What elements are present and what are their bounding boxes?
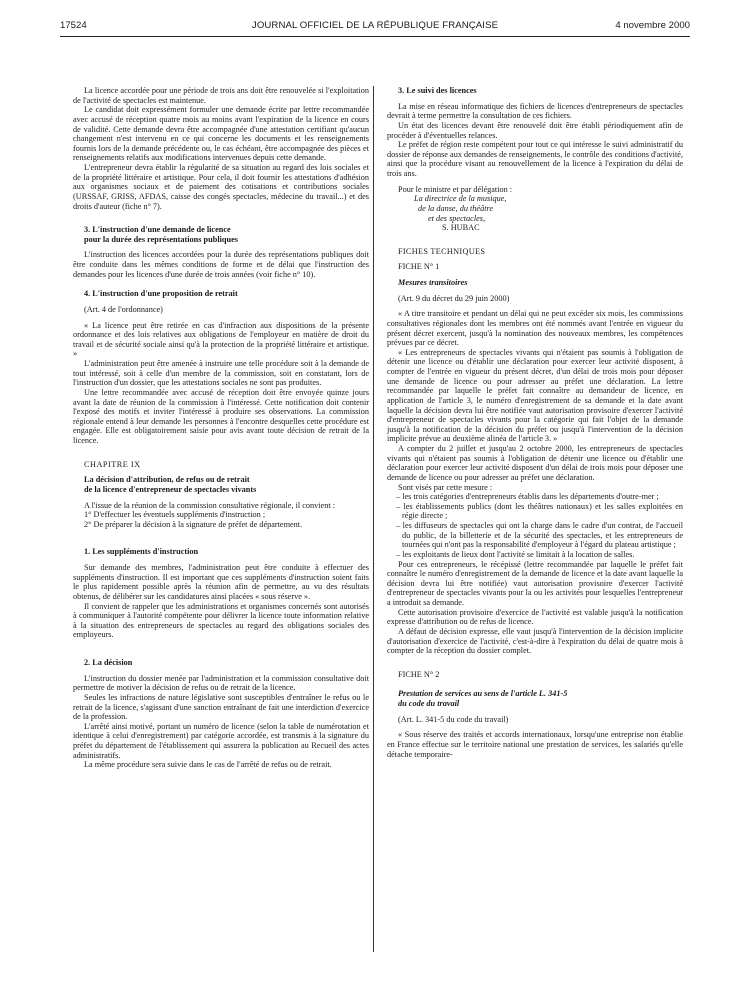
fiche-label: FICHE N° 2 bbox=[398, 669, 440, 679]
paragraph: Sont visés par cette mesure : bbox=[398, 482, 493, 492]
list-item: – les trois catégories d'entrepreneurs établis dans les départements d'outre-mer ; bbox=[396, 492, 659, 502]
signature-block bbox=[387, 185, 683, 233]
paragraph: 1° D'effectuer les éventuels suppléments d'instruction ; bbox=[84, 510, 266, 520]
paragraph: Il convient de rappeler que les administrations et organismes concernés sont autorisés à communiquer à l'autorité compétente pour délivrer la licence toute information relative à la situation des entrepreneurs de spectacles au regard des obligations sociales des employeurs. bbox=[73, 601, 369, 640]
section-reference: (Art. 4 de l'ordonnance) bbox=[84, 304, 163, 314]
fiche-title: Prestation de services au sens de l'article L. 341-5 bbox=[398, 689, 568, 699]
signature-line: Pour le ministre et par délégation : bbox=[398, 184, 513, 194]
fiche-reference: (Art. L. 341-5 du code du travail) bbox=[398, 714, 509, 724]
paragraph: Cette autorisation provisoire d'exercice de l'activité est valable jusqu'à la notification expresse d'attribution ou de refus de licence. bbox=[387, 607, 683, 627]
paragraph: Un état des licences devant être renouvelé doit être établi périodiquement afin de procéder à d'éventuelles relances. bbox=[387, 120, 683, 140]
paragraph: Sur demande des membres, l'administration peut être conduite à effectuer des suppléments d'instruction. Il est important que ces suppléments d'instruction soient faits le plus rapidement possible après la réunion afin de permettre, au vu des résultats obtenus, de délibérer sur les candidatures ainsi placées « sous réserve ». bbox=[73, 563, 369, 601]
right-column bbox=[387, 86, 683, 759]
issue-date: 4 novembre 2000 bbox=[615, 20, 690, 31]
paragraph: L'entrepreneur devra établir la régularité de sa situation au regard des lois sociales et de la propriété littéraire et artistique. Pour cela, il doit fournir les attestations d'adhésion aux organismes sociaux et de paiement des cotisations et contributions sociales (URSSAF, GRISS, AFDAS, caisse des congés spectacles, médecine du travail...) et des droits d'auteur (fiche n° 7). bbox=[73, 163, 369, 211]
paragraph: Le préfet de région reste compétent pour tout ce qui intéresse le suivi administratif du dossier de réponse aux demandes de renseignements, le contrôle des conditions d'activité, ainsi que la procédure visant au renouvellement de la licence à l'expiration du délai de trois ans. bbox=[387, 140, 683, 178]
paragraph: Seules les infractions de nature législative sont susceptibles d'entraîner le refus ou le retrait de la licence, s'agissant d'une sanction entraînant de fait une interdiction d'exercice de la profession. bbox=[73, 692, 369, 722]
paragraph: La même procédure sera suivie dans le cas de l'arrêté de refus ou de retrait. bbox=[84, 760, 332, 770]
fiche-title: du code du travail bbox=[398, 699, 460, 708]
measures-list bbox=[387, 492, 683, 559]
paragraph: A l'issue de la réunion de la commission consultative régionale, il convient : bbox=[84, 500, 335, 510]
signature-line: de la danse, du théâtre bbox=[418, 203, 494, 213]
fiches-heading: FICHES TECHNIQUES bbox=[398, 246, 486, 256]
chapter-title: La décision d'attribution, de refus ou de retrait bbox=[84, 475, 250, 485]
paragraph: Une lettre recommandée avec accusé de réception doit être envoyée quinze jours avant la date de réunion de la commission à l'intéressé. Cette notification doit contenir l'exposé des motifs et inviter l'intéressé à produire ses observations. La commission régionale entend à leur demande les personnes à l'encontre desquelles cette procédure est engagée. Elle est obligatoirement saisie pour avis avant toute décision de retrait de la licence. bbox=[73, 387, 369, 445]
paragraph: « A titre transitoire et pendant un délai qui ne peut excéder six mois, les commissions consultatives régionales dont les membres ont été nommés avant l'entrée en vigueur du présent décret exercent, jusqu'à la nomination des nouveaux membres, les compétences prévues par ce décret. bbox=[387, 309, 683, 348]
fiche-title: Mesures transitoires bbox=[398, 278, 468, 287]
paragraph: La mise en réseau informatique des fichiers de licences d'entrepreneurs de spectacles devrait à terme permettre la consultation de ces fichiers. bbox=[387, 101, 683, 121]
fiche-label: FICHE N° 1 bbox=[398, 262, 440, 272]
list-item: – les établissements publics (dont les théâtres nationaux) et les salles exploitées en régie directe ; bbox=[396, 501, 683, 521]
paragraph: « Sous réserve des traités et accords internationaux, lorsqu'une entreprise non établie en France effectue sur le territoire national une prestation de services, les salariés qu'elle détache temporaire- bbox=[387, 730, 683, 759]
section-title: 3. L'instruction d'une demande de licence bbox=[84, 225, 231, 235]
paragraph: L'arrêté ainsi motivé, portant un numéro de licence (selon la table de numérotation et identique à celui d'enregistrement) par catégorie accordée, est transmis à la signature du préfet du département de l'établissement qui assurera la publication au Recueil des actes administratifs. bbox=[73, 721, 369, 760]
paragraph: Le candidat doit expressément formuler une demande écrite par lettre recommandée avec accusé de réception quatre mois au moins avant l'expiration de la licence en cours de validité. Cette demande devra être accompagnée d'une attestation certifiant qu'aucun changement n'est intervenu en ce qui concerne les documents et les renseignements fournis lors de la demande précédente ou, le cas échéant, être accompagnée des pièces et renseignements relatifs aux modifications intervenues depuis cette demande. bbox=[73, 105, 369, 163]
list-item: – les exploitants de lieux dont l'activité se limitait à la location de salles. bbox=[396, 549, 635, 559]
section-title: 2. La décision bbox=[84, 658, 133, 667]
section-title: pour la durée des représentations publiques bbox=[84, 234, 238, 244]
paragraph: La licence accordée pour une période de trois ans doit être renouvelée si l'exploitation de l'activité de spectacles est maintenue. bbox=[73, 86, 369, 105]
signature-line: et des spectacles, bbox=[428, 213, 486, 223]
chapter-label: CHAPITRE IX bbox=[84, 459, 141, 469]
page-number: 17524 bbox=[60, 20, 87, 31]
paragraph: A compter du 2 juillet et jusqu'au 2 octobre 2000, les entrepreneurs de spectacles vivants qui n'étaient pas soumis à l'obligation de détenir une licence ou d'établir une déclaration pour exercer leur activité disposent d'un délai de trois mois pour déposer une demande de licence ou pour adresser au préfet une déclaration. bbox=[387, 444, 683, 482]
page-header bbox=[60, 18, 690, 37]
signature-line: La directrice de la musique, bbox=[414, 194, 507, 204]
journal-title: JOURNAL OFFICIEL DE LA RÉPUBLIQUE FRANÇAISE bbox=[251, 20, 499, 31]
fiche-reference: (Art. 9 du décret du 29 juin 2000) bbox=[398, 293, 510, 303]
paragraph: Pour ces entrepreneurs, le récépissé (lettre recommandée par laquelle le préfet fait connaître le numéro d'enregistrement de la demande de licence et la date avant laquelle la décision devra lui être notifiée) vaut autorisation provisoire d'exercer l'activité d'entrepreneur de spectacles vivants pour la ou les activités pour lesquelles l'entrepreneur a introduit sa demande. bbox=[387, 559, 683, 607]
paragraph: 2° De préparer la décision à la signature de préfet de département. bbox=[84, 519, 303, 529]
section-title: 4. L'instruction d'une proposition de retrait bbox=[84, 289, 238, 299]
section-title: 3. Le suivi des licences bbox=[398, 86, 477, 95]
left-column bbox=[73, 86, 369, 770]
column-divider bbox=[373, 86, 374, 952]
paragraph: L'instruction du dossier menée par l'administration et la commission consultative doit permettre de motiver la décision de refus ou de retrait de la licence. bbox=[73, 673, 369, 693]
list-item: – les diffuseurs de spectacles qui ont la charge dans le cadre d'un contrat, de l'accueil du public, de la billetterie et de la sécurité des spectacles, et les entrepreneurs de tournées qui n'ont pas la responsabilité d'employeur à l'égard du plateau artistique ; bbox=[396, 521, 683, 550]
paragraph: A défaut de décision expresse, elle vaut jusqu'à l'intervention de la décision implicite d'autorisation d'exercice de l'activité, c'est-à-dire à l'expiration du délai de quatre mois à compter de la réception du dossier complet. bbox=[387, 626, 683, 656]
paragraph: L'administration peut être amenée à instruire une telle procédure soit à la demande de tout intéressé, soit à celle d'un membre de la commission, soit en constatant, lors de l'instruction d'un dossier, que les attestations sociales ne sont pas produites. bbox=[73, 359, 369, 388]
section-title: 1. Les suppléments d'instruction bbox=[84, 547, 199, 557]
paragraph: « Les entrepreneurs de spectacles vivants qui n'étaient pas soumis à l'obligation de détenir une licence ou d'établir une déclaration pour exercer leur activité disposent, à compter de l'entrée en vigueur du présent décret, d'un délai de trois mois pour déposer une demande de licence ou pour adresser au préfet une déclaration. La lettre recommandée par laquelle le préfet fait connaître au demandeur de licence, en application de l'article 3, le numéro d'enregistrement de sa demande et la date avant laquelle la décision devra lui être notifiée vaut autorisation provisoire d'exercer l'activité d'entrepreneur de spectacles vivants pour la catégorie qui fait l'objet de la demande jusqu'à la notification de la décision du préfet ou jusqu'à l'intervention de la décision implicite prévue au deuxième alinéa de l'article 3. » bbox=[387, 347, 683, 444]
chapter-title: de la licence d'entrepreneur de spectacles vivants bbox=[84, 484, 257, 494]
signatory-name: S. HUBAC bbox=[442, 223, 480, 233]
paragraph: L'instruction des licences accordées pour la durée des représentations publiques doit être conduite dans les mêmes conditions de forme et de délai que l'instruction des demandes pour les licences d'une durée de trois années (voir fiche n° 10). bbox=[73, 250, 369, 279]
paragraph: « La licence peut être retirée en cas d'infraction aux dispositions de la présente ordonnance et des lois relatives aux obligations de l'employeur en matière de droit du travail et de sécurité sociale ainsi qu'à la protection de la propriété littéraire et artistique. » bbox=[73, 320, 369, 359]
